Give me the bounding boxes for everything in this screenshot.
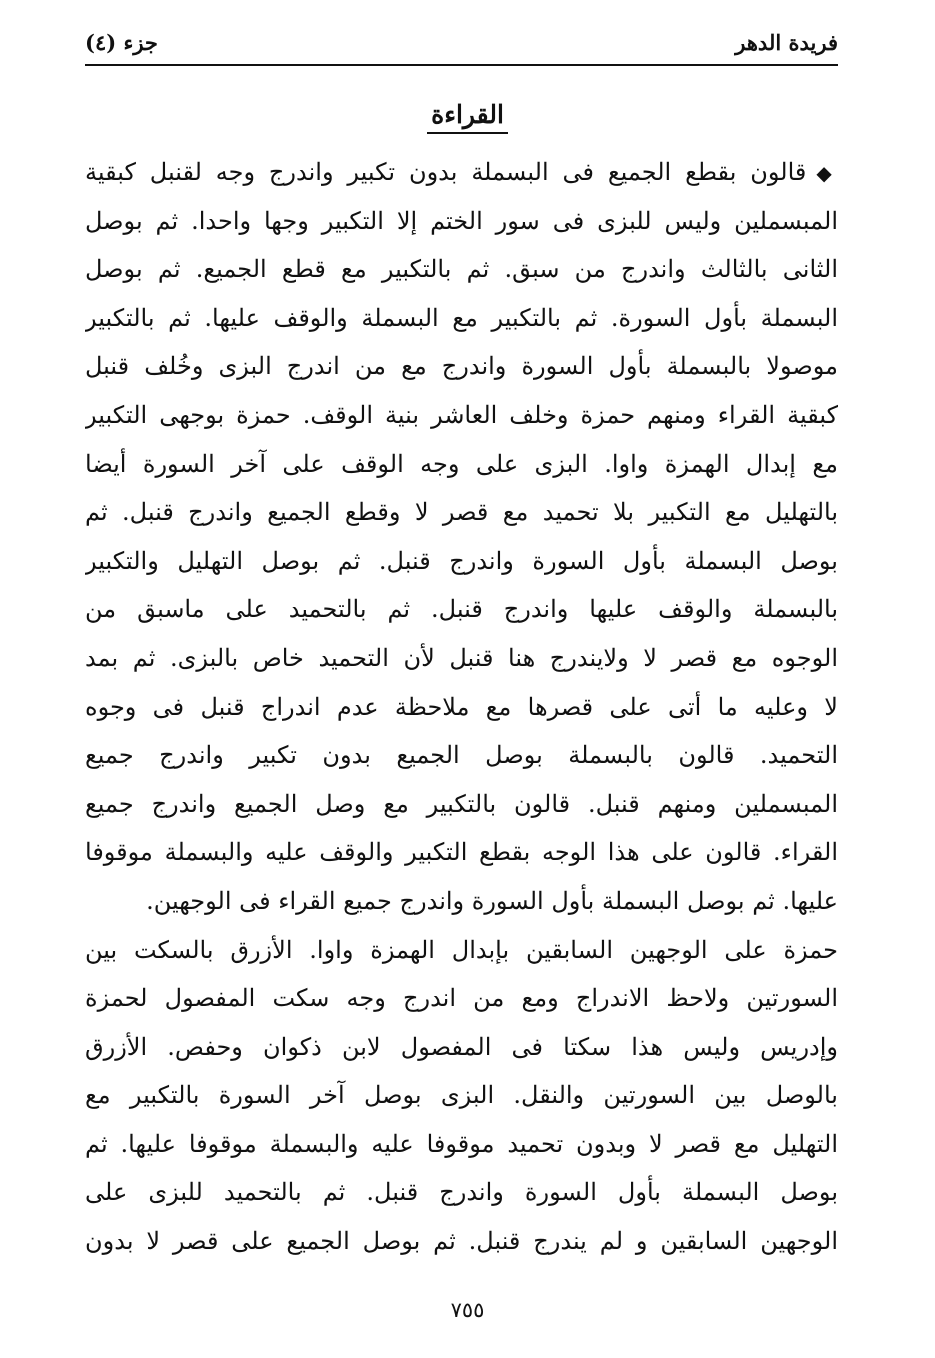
text-line: وإدريس وليس هذا سكتا فى المفصول لابن ذكوان وحفص. الأزرق [85,1032,838,1061]
text-line: عليها. ثم بوصل البسملة بأول السورة واندرج جميع القراء فى الوجهين. [146,886,838,915]
text-line: موصولا بالبسملة بأول السورة واندرج مع من اندرج البزى وخُلف قنبل [85,352,838,381]
diamond-bullet-icon: ◆ [816,161,838,185]
text-line: حمزة على الوجهين السابقين بإبدال الهمزة واوا. الأزرق بالسكت بين [85,935,838,964]
text-line: بوصل البسملة بأول السورة واندرج قنبل. ثم بالتحميد للبزى على [85,1178,838,1207]
text-line: المبسملين وليس للبزى فى سور الختم إلا التكبير وجها واحدا. ثم بوصل [85,206,838,235]
text-line: لا وعليه ما أتى على قصرها مع ملاحظة عدم اندراج قنبل فى وجوه [85,692,838,721]
text-line: بوصل البسملة بأول السورة واندرج قنبل. ثم بوصل التهليل والتكبير [85,546,838,575]
text-line: الوجوه مع قصر لا ولايندرج هنا قنبل لأن التحميد خاص بالبزى. ثم بمد [85,643,838,672]
text-line: البسملة بأول السورة. ثم بالتكبير مع البسملة والوقف عليها. ثم بالتكبير [85,303,838,332]
running-header [85,30,838,66]
text-line: التهليل مع قصر لا وبدون تحميد موقوفا عليه والبسملة موقوفا عليها. ثم [85,1129,838,1158]
book-title: فريدة الدهر [735,30,838,55]
text-line: الوجهين السابقين و لم يندرج قنبل. ثم بوصل الجميع على قصر لا بدون [85,1227,838,1256]
part-label: جزء (٤) [85,30,158,55]
text-line: الثانى بالثالث واندرج من سبق. ثم بالتكبير مع قطع الجميع. ثم بوصل [85,255,838,284]
text-line: المبسملين ومنهم قنبل. قالون بالتكبير مع وصل الجميع واندرج جميع [85,789,838,818]
text-line: القراء. قالون على هذا الوجه بقطع التكبير والوقف عليه والبسملة موقوفا [85,838,838,867]
text-line: بالوصل بين السورتين والنقل. البزى بوصل آخر السورة بالتكبير مع [85,1081,838,1110]
page-number: ٧٥٥ [450,1298,485,1322]
section-title: القراءة [427,100,508,134]
section-title-wrapper [0,100,935,134]
text-line: بالتهليل مع التكبير بلا تحميد مع قصر لا وقطع الجميع واندرج قنبل. ثم [85,498,838,527]
text-line: التحميد. قالون بالبسملة بوصل الجميع بدون تكبير واندرج جميع [85,741,838,770]
text-line-content: قالون بقطع الجميع فى البسملة بدون تكبير واندرج وجه لقنبل كبقية [85,158,807,186]
body-text [85,148,838,1266]
text-line [85,148,838,197]
text-line: السورتين ولاحظ الاندراج ومع من اندرج وجه سكت المفصول لحمزة [85,984,838,1013]
text-line: كبقية القراء ومنهم حمزة وخلف العاشر بنية الوقف. حمزة بوجهى التكبير [85,400,838,429]
text-line: مع إبدال الهمزة واوا. البزى على وجه الوقف على آخر السورة أيضا [85,449,838,478]
text-line: بالبسملة والوقف عليها واندرج قنبل. ثم بالتحميد على ماسبق من [85,595,838,624]
